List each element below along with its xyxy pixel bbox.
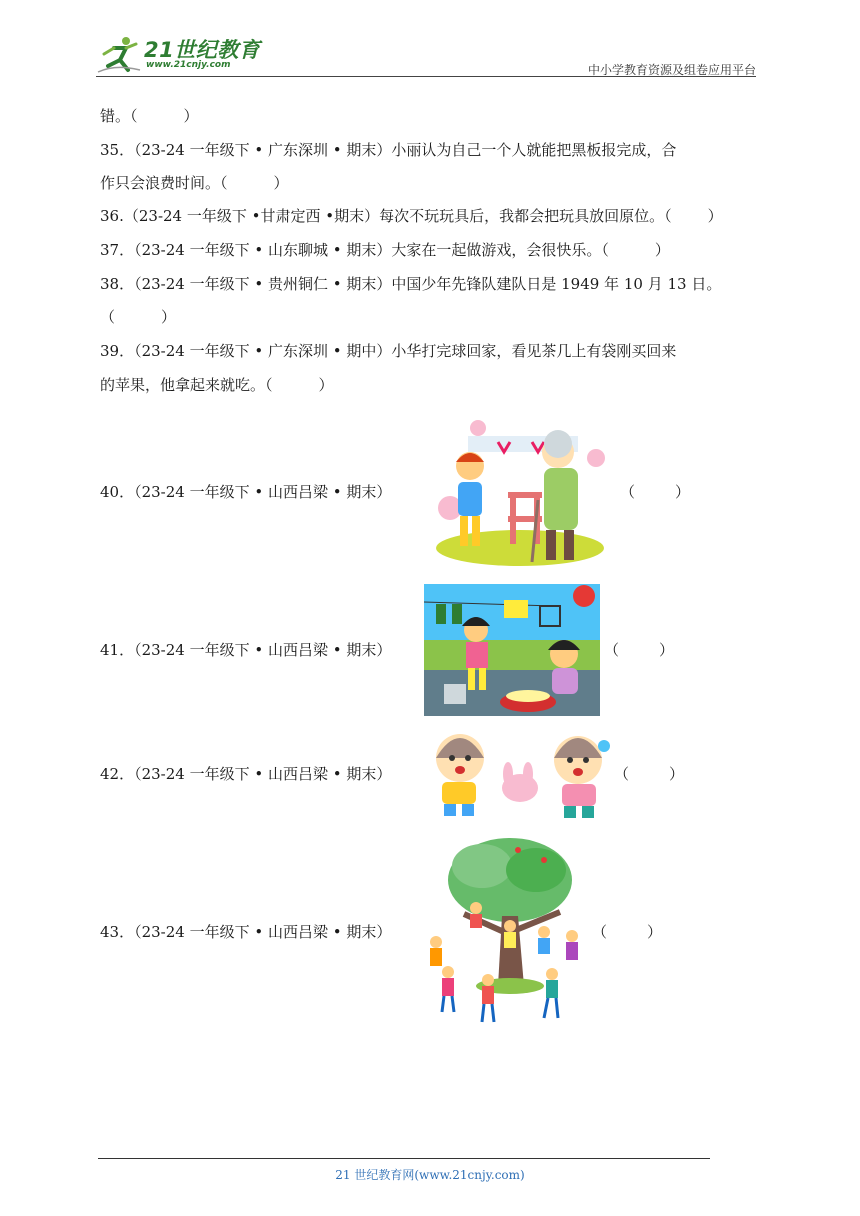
question-38: 38．（23-24 一年级下 • 贵州铜仁 • 期末）中国少年先锋队建队日是 1949 年 10 月 13 日。 (100, 275, 722, 293)
header-tagline: 中小学教育资源及组卷应用平台 (587, 63, 756, 77)
girls-fighting-over-toy-image (428, 728, 612, 824)
runner-logo-icon (96, 34, 142, 74)
question-42-answer[interactable]: （ ） (614, 765, 685, 783)
footer-divider (98, 1158, 710, 1159)
question-41-label: 41．（23-24 一年级下 • 山西吕梁 • 期末） (100, 641, 392, 659)
question-39: 39．（23-24 一年级下 • 广东深圳 • 期中）小华打完球回家，看见茶几上有袋刚买回来 (100, 342, 677, 360)
question-39-cont: 的苹果，他拿起来就吃。（ ） (100, 376, 334, 394)
site-logo[interactable] (96, 30, 266, 76)
question-43-answer[interactable]: （ ） (592, 923, 663, 941)
boy-gives-seat-to-elderly-woman-image (428, 408, 612, 570)
question-37: 37．（23-24 一年级下 • 山东聊城 • 期末）大家在一起做游戏，会很快乐。（ ） (100, 241, 670, 259)
page-header (96, 30, 756, 78)
question-43-label: 43．（23-24 一年级下 • 山西吕梁 • 期末） (100, 923, 392, 941)
question-40-label: 40．（23-24 一年级下 • 山西吕梁 • 期末） (100, 483, 392, 501)
logo-brand-text: 21世纪教育 (144, 38, 261, 62)
footer-link[interactable]: 21 世纪教育网(www.21cnjy.com) (335, 1168, 525, 1182)
question-42-label: 42．（23-24 一年级下 • 山西吕梁 • 期末） (100, 765, 392, 783)
question-35: 35．（23-24 一年级下 • 广东深圳 • 期末）小丽认为自己一个人就能把黑板报完成，合 (100, 141, 677, 159)
children-climbing-tree-image (424, 836, 596, 1028)
question-38-cont: （ ） (100, 308, 177, 326)
question-36: 36.（23-24 一年级下 •甘肃定西 •期末）每次不玩玩具后，我都会把玩具放回原位。（ ） (100, 207, 723, 225)
question-34-tail: 错。（ ） (100, 107, 199, 125)
girls-doing-laundry-image (424, 584, 600, 716)
question-41-answer[interactable]: （ ） (604, 641, 675, 659)
question-35-cont: 作只会浪费时间。（ ） (100, 174, 289, 192)
question-40-answer[interactable]: （ ） (620, 483, 691, 501)
logo-url-text: www.21cnjy.com (146, 60, 231, 70)
header-divider (96, 76, 756, 77)
